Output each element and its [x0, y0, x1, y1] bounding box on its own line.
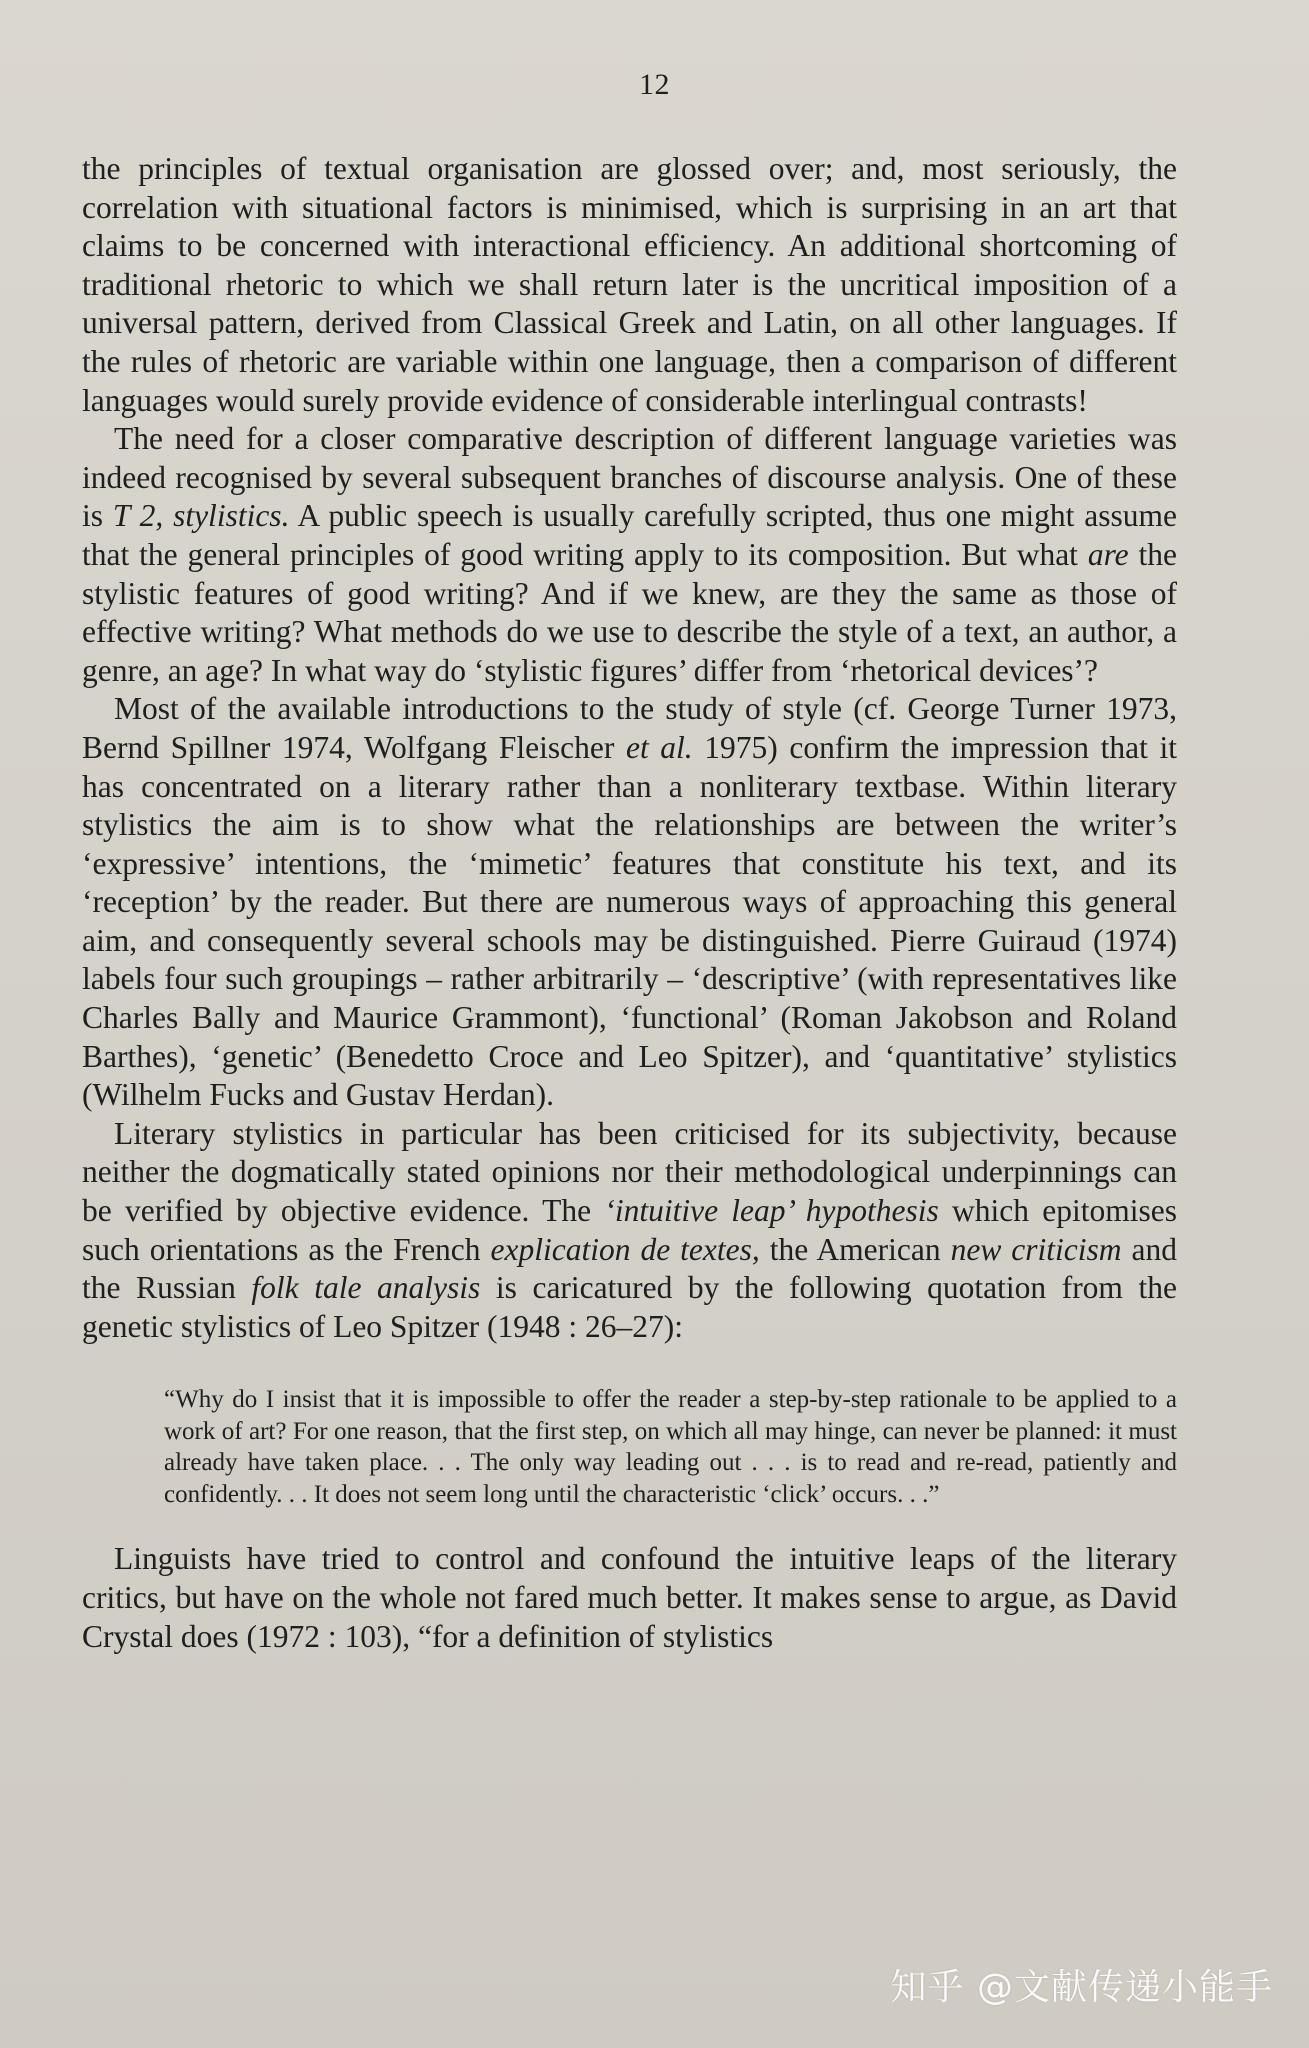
text-run: Literary stylistics in particular has been criticised for its subjectivity, because neither the dogmatically stated opinions nor their methodological underpinnings can be verified by objective evidence. The	[82, 1115, 1177, 1229]
text-run: 1975) confirm the impression that it has concentrated on a literary rather than a nonliterary textbase. Within literary stylistics the aim is to show what the relationships are between the writer’s ‘expressive’ intentions, the ‘mimetic’ features that constitute his text, and its ‘reception’ by the reader. But there are numerous ways of approaching this general aim, and consequently several schools may be distinguished. Pierre Guiraud (1974) labels four such groupings – rather arbitrarily – ‘descriptive’ (with representatives like Charles Bally and Maurice Grammont), ‘functional’ (Roman Jakobson and Roland Barthes), ‘genetic’ (Benedetto Croce and Leo Spitzer), and ‘quantitative’ stylistics (Wilhelm Fucks and Gustav Herdan).	[82, 729, 1177, 1113]
text-run: which epitomises such orientations as the French	[82, 1193, 1177, 1267]
body-text	[82, 150, 1177, 1656]
text-run: the stylistic features of good writing? And if we knew, are they the same as those of effective writing? What methods do we use to describe the style of a text, an author, a genre, an age? In what way do ‘stylistic figures’ differ from ‘rhetorical devices’?	[82, 536, 1177, 688]
text-run: the American	[759, 1231, 951, 1267]
block-quote-spitzer: “Why do I insist that it is impossible to offer the reader a step-by-step rationale to be applied to a work of art? For one reason, that the first step, on which all may hinge, can never be planned: it must already have taken place. . . The only way leading out . . . is to read and re-read, patiently and confidently. . . It does not seem long until the characteristic ‘click’ occurs. . .”	[164, 1386, 1177, 1508]
page-number: 12	[639, 68, 670, 101]
italic-et-al: et al.	[625, 729, 693, 765]
text-run: is caricatured by the following quotation from the genetic stylistics of Leo Spitzer (1948 : 26–27):	[82, 1270, 1177, 1344]
paragraph-literary-stylistics	[82, 1115, 1177, 1347]
italic-emphasis-are: are	[1087, 536, 1129, 572]
italic-explication-de-textes: explication de textes,	[490, 1231, 760, 1267]
italic-intuitive-leap: ‘intuitive leap’ hypothesis	[604, 1193, 939, 1229]
watermark: 知乎 @文献传递小能手	[890, 1967, 1273, 2008]
text-run: and the Russian	[82, 1231, 1178, 1306]
paragraph-rhetoric-shortcomings: the principles of textual organisation are glossed over; and, most seriously, the correlation with situational factors is minimised, which is surprising in an art that claims to be concerned with interactional efficiency. An additional shortcoming of traditional rhetoric to which we shall return later is the uncritical imposition of a universal pattern, derived from Classical Greek and Latin, on all other languages. If the rules of rhetoric are variable within one language, then a comparison of different languages would surely provide evidence of considerable interlingual contrasts!	[82, 151, 1177, 418]
text-run: Most of the available introductions to the study of style (cf. George Turner 1973, Bernd Spillner 1974, Wolfgang Fleischer	[82, 691, 1177, 765]
paragraph-linguists: Linguists have tried to control and confound the intuitive leaps of the literary critics, but have on the whole not fared much better. It makes sense to argue, as David Crystal does (1972 : 103), “for a definition of stylistics	[82, 1541, 1177, 1654]
text-run: The need for a closer comparative description of different language varieties was indeed recognised by several subsequent branches of discourse analysis. One of these is	[82, 421, 1177, 534]
italic-term-stylistics: T 2, stylistics.	[112, 498, 290, 534]
paragraph-stylistics-intro	[82, 420, 1177, 690]
italic-folk-tale-analysis: folk tale analysis	[251, 1270, 481, 1306]
text-run: A public speech is usually carefully scripted, thus one might assume that the general principles of good writing apply to its composition. But what	[82, 498, 1177, 572]
paragraph-study-of-style	[82, 690, 1177, 1115]
italic-new-criticism: new criticism	[950, 1231, 1122, 1267]
